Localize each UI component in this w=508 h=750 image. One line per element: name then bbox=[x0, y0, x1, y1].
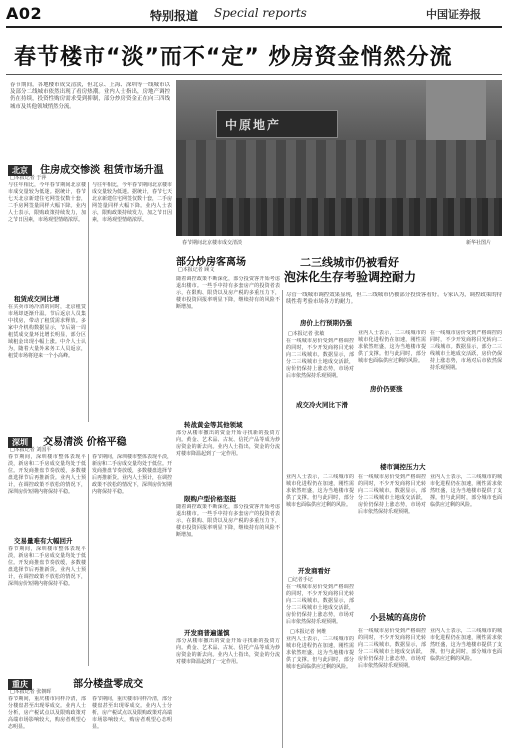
main-body-e: 在一线城市房价受到严格调控的同时，不少开发商将目光转向二三线城市。数据显示，部分二三线城市土地成交活跃，房价仍保持上涨态势，市场对后市依然保持乐观预期。 bbox=[286, 584, 354, 624]
mid-body-4: 部分从楼市撤出的资金开始寻找新的投资方向。黄金、艺术品、古玩、信托产品等成为炒房资金的新去向。业内人士指出，资金的分流对楼市降温起到了一定作用。 bbox=[176, 638, 280, 665]
shenzhen-body: 春节期间，深圳楼市整体表现平淡，新房和二手房成交量均处于低位。开发商推盘节奏放缓，多数楼盘选择节后再推新货。业内人士预计，在调控政策不放松的情况下，深圳房价短期内将保持平稳。 bbox=[8, 454, 86, 495]
shenzhen-byline: □本报记者 刘国平 bbox=[10, 447, 52, 453]
main-body-a-3: 在一线城市房价受到严格调控的同时，不少开发商将目光转向二三线城市。数据显示，部分二三线城市土地成交活跃，房价仍保持上涨态势，市场对后市依然保持乐观预期。 bbox=[430, 330, 502, 371]
mid-title: 部分炒房客离场 bbox=[176, 257, 246, 268]
shenzhen-body-cont: 春节期间，深圳楼市整体表现平淡，新房和二手房成交量均处于低位。开发商推盘节奏放缓，多数楼盘选择节后再推新货。业内人士预计，在调控政策不放松的情况下，深圳房价短期内将保持平稳。 bbox=[92, 454, 172, 495]
main-subhead-f: 小县城的高房价 bbox=[370, 613, 426, 622]
newspaper-logo: 中国证券报 bbox=[426, 8, 481, 21]
beijing-body-1: 与往年相比，今年春节期间北京楼市成交量较为低迷。据统计，春节七天北京新建住宅网签仅数十套，二手房网签量同样大幅下降。业内人士表示，限购政策持续发力，加之节日因素，市场观望情绪浓厚。 bbox=[8, 182, 86, 223]
main-body-f-1: 业内人士表示，二三线城市的城市化进程仍在加速，刚性需求依然旺盛，这为当地楼市提供了支撑。但与此同时，部分城市也面临供应过剩的风险。 bbox=[286, 636, 354, 670]
chongqing-tag: 重庆 bbox=[8, 679, 32, 690]
beijing-section-header bbox=[8, 158, 174, 176]
mid-body: 随着调控政策不断深化，部分投资客开始考虑退出楼市。一些手中持有多套房产的投资者表示，在限购、限贷以及房产税的多重压力下，楼市投资回报率明显下降，继续持有的风险不断增加。 bbox=[176, 276, 280, 310]
column-rule-2 bbox=[88, 454, 89, 666]
shenzhen-section-header bbox=[8, 430, 174, 448]
beijing-title: 住房成交惨淡 租赁市场升温 bbox=[40, 165, 164, 176]
main-body-f-2: 在一线城市房价受到严格调控的同时，不少开发商将目光转向二三线城市。数据显示，部分二三线城市土地成交活跃，房价仍保持上涨态势，市场对后市依然保持乐观预期。 bbox=[358, 628, 426, 669]
main-story-headline-2: 泡沫化生存考验调控耐力 bbox=[284, 270, 417, 284]
beijing-body-2: 在买卖市场冷清的同时，北京租赁市场却逐渐升温。节后返京人员集中找房，带动了租赁需求释放。多家中介机构数据显示，节后第一周租赁成交量环比增长明显，部分区域租金出现小幅上涨。中介人士认为，随着大量外来务工人员返京，租赁市场将迎来一个小高峰。 bbox=[8, 304, 86, 359]
main-body-d-1: 业内人士表示，二三线城市的城市化进程仍在加速，刚性需求依然旺盛，这为当地楼市提供了支撑。但与此同时，部分城市也面临供应过剩的风险。 bbox=[286, 474, 354, 508]
main-body-d-2: 在一线城市房价受到严格调控的同时，不少开发商将目光转向二三线城市。数据显示，部分二三线城市土地成交活跃，房价仍保持上涨态势，市场对后市依然保持乐观预期。 bbox=[358, 474, 426, 515]
main-subhead-c: 房价仍要涨 bbox=[370, 385, 403, 393]
main-subhead-e: 开发商看好 bbox=[298, 567, 331, 575]
shenzhen-title: 交易清淡 价格平稳 bbox=[43, 437, 127, 448]
main-body-d-3: 业内人士表示，二三线城市的城市化进程仍在加速，刚性需求依然旺盛，这为当地楼市提供了支撑。但与此同时，部分城市也面临供应过剩的风险。 bbox=[430, 474, 502, 508]
section-title: 特别报道 bbox=[150, 9, 199, 23]
news-photo bbox=[176, 80, 502, 236]
beijing-body-cont: 与往年相比，今年春节期间北京楼市成交量较为低迷。据统计，春节七天北京新建住宅网签仅数十套，二手房网签量同样大幅下降。业内人士表示，限购政策持续发力，加之节日因素，市场观望情绪浓厚。 bbox=[92, 182, 172, 223]
lead-paragraph: 春节期间，各地楼市成交清淡，但北京、上海、深圳等一线城市以及部分二线城市依然出现了看房热潮。业内人士指出，房地产调控仍在持续，投资性购房需求受到抑制，部分炒房资金正在向三四线城市及其他领域悄然分流。 bbox=[10, 82, 170, 110]
main-story-lead: 尽管一线城市调控效果显现，但二三线城市仍被部分投资客看好。专家认为，调控政策的持续性将考验市场各方的耐力。 bbox=[286, 292, 502, 306]
chongqing-body: 春节期间，重庆楼市同样冷清，部分楼盘甚至出现零成交。业内人士分析，房产税试点以及限购政策对高端市场影响较大，购房者观望心态明显。 bbox=[8, 696, 86, 730]
photo-building bbox=[176, 140, 502, 200]
mid-section-header bbox=[176, 250, 276, 268]
beijing-subhead: 租赁成交同比增 bbox=[14, 295, 60, 303]
section-title-en: Special reports bbox=[214, 6, 307, 20]
column-rule-3 bbox=[282, 290, 283, 748]
shenzhen-body-2: 春节期间，深圳楼市整体表现平淡，新房和二手房成交量均处于低位。开发商推盘节奏放缓，多数楼盘选择节后再推新货。业内人士预计，在调控政策不放松的情况下，深圳房价短期内将保持平稳。 bbox=[8, 546, 86, 587]
chongqing-body-cont: 春节期间，重庆楼市同样冷清，部分楼盘甚至出现零成交。业内人士分析，房产税试点以及限购政策对高端市场影响较大，购房者观望心态明显。 bbox=[92, 696, 172, 730]
photo-sign bbox=[216, 110, 338, 138]
chongqing-section-header bbox=[8, 672, 174, 690]
headline-rule bbox=[6, 74, 502, 75]
page-number: A02 bbox=[6, 4, 43, 23]
photo-crowd bbox=[176, 198, 502, 236]
main-body-a-1: 在一线城市房价受到严格调控的同时，不少开发商将目光转向二三线城市。数据显示，部分二三线城市土地成交活跃，房价仍保持上涨态势，市场对后市依然保持乐观预期。 bbox=[286, 338, 354, 379]
shenzhen-subhead: 交易量难有大幅回升 bbox=[14, 537, 73, 545]
main-subhead-b: 成交冷火同比下滑 bbox=[296, 401, 348, 409]
mid-body-3: 随着调控政策不断深化，部分投资客开始考虑退出楼市。一些手中持有多套房产的投资者表示，在限购、限贷以及房产税的多重压力下，楼市投资回报率明显下降，继续持有的风险不断增加。 bbox=[176, 504, 280, 538]
header-rule bbox=[6, 26, 502, 28]
mid-body-2: 部分从楼市撤出的资金开始寻找新的投资方向。黄金、艺术品、古玩、信托产品等成为炒房资金的新去向。业内人士指出，资金的分流对楼市降温起到了一定作用。 bbox=[176, 430, 280, 457]
main-body-f-3: 业内人士表示，二三线城市的城市化进程仍在加速，刚性需求依然旺盛，这为当地楼市提供了支撑。但与此同时，部分城市也面临供应过剩的风险。 bbox=[430, 628, 502, 662]
chongqing-byline: □本报记者 张朝晖 bbox=[10, 689, 52, 695]
main-subhead-d: 楼市调控压力大 bbox=[380, 463, 426, 471]
shenzhen-tag: 深圳 bbox=[8, 437, 32, 448]
column-rule bbox=[88, 182, 89, 422]
chongqing-title: 部分楼盘零成交 bbox=[73, 679, 144, 690]
page-headline: 春节楼市“淡”而不“定” 炒房资金悄然分流 bbox=[14, 45, 453, 70]
beijing-byline: □本报记者 于萍 bbox=[10, 175, 47, 181]
photo-sign-text: 中原地产 bbox=[225, 118, 282, 132]
photo-caption: 春节期间北京楼市成交清淡 bbox=[182, 240, 243, 246]
main-byline-2: □记者手记 bbox=[288, 577, 313, 583]
mid-byline: □本报记者 顾文 bbox=[178, 267, 215, 273]
main-subhead-a: 房价上行预期仍强 bbox=[300, 319, 352, 327]
mid-subhead-2: 限购户型价格坚挺 bbox=[184, 495, 236, 503]
main-byline-1: □本报记者 张敏 bbox=[288, 331, 325, 337]
beijing-tag: 北京 bbox=[8, 165, 32, 176]
main-story-headline-1: 二三线城市仍被看好 bbox=[300, 256, 399, 269]
main-body-a-2: 业内人士表示，二三线城市的城市化进程仍在加速，刚性需求依然旺盛，这为当地楼市提供了支撑。但与此同时，部分城市也面临供应过剩的风险。 bbox=[358, 330, 426, 364]
mid-subhead-3: 开发商普遍谨慎 bbox=[184, 629, 230, 637]
photo-credit: 新华社图片 bbox=[466, 240, 492, 246]
mid-subhead: 转战黄金等其他领域 bbox=[184, 421, 243, 429]
main-byline-3: □本报记者 何维 bbox=[290, 629, 327, 635]
photo-tower bbox=[426, 80, 486, 140]
